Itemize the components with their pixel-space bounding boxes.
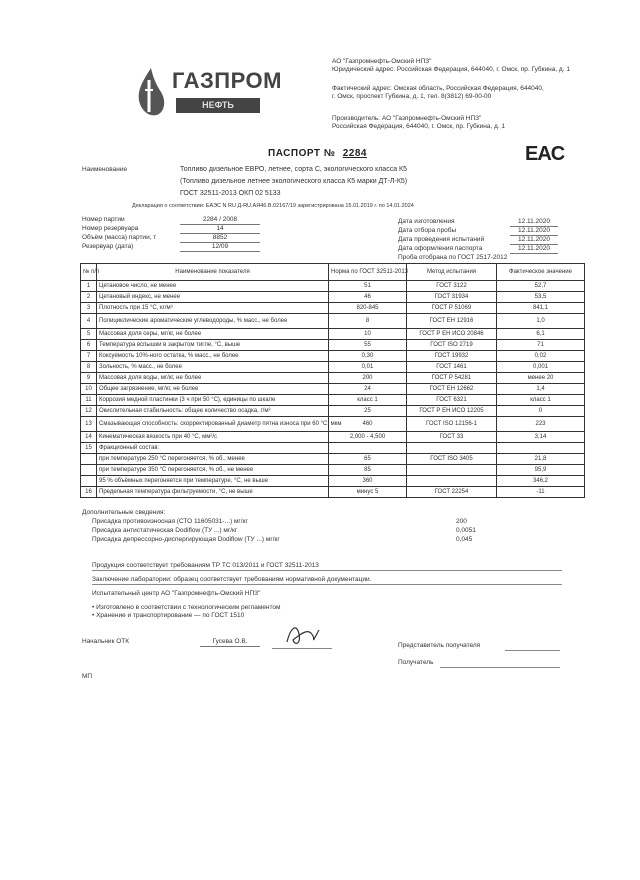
table-cell: 1,0 bbox=[497, 314, 585, 329]
table-cell: ГОСТ ISO 3405 bbox=[407, 454, 497, 465]
table-cell: 15 bbox=[81, 443, 97, 454]
table-cell: менее 20 bbox=[497, 373, 585, 384]
meta-right-label-3: Дата проведения испытаний bbox=[398, 236, 485, 243]
additional-label-1: Присадка противоизносная (СТО 11605031-...) мг/кг bbox=[92, 518, 248, 525]
table-cell bbox=[407, 443, 497, 454]
stamp-mark: МП bbox=[82, 673, 93, 680]
product-line-1: Топливо дизельное ЕВРО, летнее, сорта С, экологического класса К5 bbox=[180, 166, 408, 173]
table-header-cell: № п/п bbox=[81, 264, 97, 281]
table-cell: Массовая доля серы, мг/кг, не более bbox=[97, 329, 329, 340]
table-body bbox=[81, 281, 585, 498]
company-line-2: Юридический адрес: Российская Федерация, 644040, г. Омск, пр. Губкина, д. 1 bbox=[332, 66, 570, 73]
table-cell: 4 bbox=[81, 314, 97, 329]
meta-right-value-1: 12.11.2020 bbox=[510, 218, 558, 227]
table-row bbox=[81, 476, 585, 487]
qc-head-label: Начальник ОТК bbox=[82, 638, 130, 645]
table-cell: 14 bbox=[81, 432, 97, 443]
table-cell: при температуре 250 °С перегоняется, % об., менее bbox=[97, 454, 329, 465]
table-cell: Цетановое число, не менее bbox=[97, 281, 329, 292]
table-row bbox=[81, 340, 585, 351]
table-cell: Температура вспышки в закрытом тигле, °С, выше bbox=[97, 340, 329, 351]
table-header-row bbox=[81, 264, 585, 281]
product-label: Наименование bbox=[82, 166, 128, 173]
table-cell: 0,30 bbox=[329, 351, 407, 362]
table-cell: 25 bbox=[329, 406, 407, 417]
footer-line-1: Продукция соответствует требованиям ТР ТС 013/2011 и ГОСТ 32511-2013 bbox=[92, 562, 319, 569]
table-cell: 223 bbox=[497, 417, 585, 432]
table-header-cell: Метод испытания bbox=[407, 264, 497, 281]
table-cell: класс 1 bbox=[497, 395, 585, 406]
signature-line bbox=[272, 648, 332, 649]
divider bbox=[92, 570, 562, 571]
footer-line-2: Заключение лаборатории: образец соответствует требованиям нормативной документации. bbox=[92, 576, 372, 583]
table-header-cell: Норма по ГОСТ 32511-2013 bbox=[329, 264, 407, 281]
table-cell: -11 bbox=[497, 487, 585, 498]
table-cell: 51 bbox=[329, 281, 407, 292]
table-cell: 0,01 bbox=[329, 362, 407, 373]
table-row bbox=[81, 406, 585, 417]
recipient-label: Получатель bbox=[398, 659, 434, 666]
table-cell: ГОСТ 22254 bbox=[407, 487, 497, 498]
table-cell: ГОСТ ISO 2719 bbox=[407, 340, 497, 351]
additional-heading: Дополнительные сведения: bbox=[82, 509, 166, 516]
meta-left-label-2: Номер резервуара bbox=[82, 225, 139, 232]
meta-right-value-4: 12.11.2020 bbox=[510, 245, 558, 254]
meta-right-label-1: Дата изготовления bbox=[398, 218, 455, 225]
table-row bbox=[81, 395, 585, 406]
divider bbox=[92, 584, 562, 585]
table-row bbox=[81, 314, 585, 329]
table-cell: 6,1 bbox=[497, 329, 585, 340]
table-cell bbox=[407, 465, 497, 476]
table-row bbox=[81, 281, 585, 292]
table-cell: 24 bbox=[329, 384, 407, 395]
table-cell: 11 bbox=[81, 395, 97, 406]
table-row bbox=[81, 362, 585, 373]
table-cell: 16 bbox=[81, 487, 97, 498]
additional-value-1: 200 bbox=[456, 518, 467, 525]
table-header-cell: Наименование показателя bbox=[97, 264, 329, 281]
table-cell: 8 bbox=[81, 362, 97, 373]
footer-line-3: Испытательный центр АО "Газпромнефть-Омский НПЗ" bbox=[92, 590, 261, 597]
table-cell: 200 bbox=[329, 373, 407, 384]
table-cell: 53,5 bbox=[497, 292, 585, 303]
meta-right-label-2: Дата отбора пробы bbox=[398, 227, 457, 234]
logo-text: ГАЗПРОМ bbox=[172, 68, 282, 93]
qc-head-name: Гусева О.В. bbox=[200, 638, 260, 647]
table-cell: 7 bbox=[81, 351, 97, 362]
logo-subtext: НЕФТЬ bbox=[176, 98, 260, 113]
additional-label-3: Присадка депрессорно-диспергирующая Dodiflow (ТУ ...) мг/кг bbox=[92, 536, 280, 543]
table-cell: 0,001 bbox=[497, 362, 585, 373]
table-row bbox=[81, 373, 585, 384]
company-line-3: Фактический адрес: Омская область, Российская Федерация, 644040, bbox=[332, 85, 544, 92]
table-cell: Окислительная стабильность: общее количество осадка, г/м³ bbox=[97, 406, 329, 417]
footer-line-5: • Хранение и транспортирование — по ГОСТ 1510 bbox=[92, 612, 245, 619]
table-cell: 1 bbox=[81, 281, 97, 292]
table-cell: 1,4 bbox=[497, 384, 585, 395]
table-cell: класс 1 bbox=[329, 395, 407, 406]
table-cell bbox=[329, 443, 407, 454]
additional-value-3: 0,045 bbox=[456, 536, 473, 543]
eac-mark: EAC bbox=[525, 143, 565, 165]
table-row bbox=[81, 292, 585, 303]
table-cell: 95,9 bbox=[497, 465, 585, 476]
table-cell: 2 bbox=[81, 292, 97, 303]
flame-icon bbox=[132, 66, 170, 120]
table-cell: 10 bbox=[329, 329, 407, 340]
meta-right-value-3: 12.11.2020 bbox=[510, 236, 558, 245]
table-cell: 5 bbox=[81, 329, 97, 340]
table-row bbox=[81, 329, 585, 340]
recipient-rep-label: Представитель получателя bbox=[398, 642, 481, 649]
meta-left-label-1: Номер партии bbox=[82, 216, 125, 223]
table-cell: 346,2 bbox=[497, 476, 585, 487]
table-cell: ГОСТ 33 bbox=[407, 432, 497, 443]
table-cell: 820-845 bbox=[329, 303, 407, 314]
table-cell: ГОСТ 1461 bbox=[407, 362, 497, 373]
table-cell: 9 bbox=[81, 373, 97, 384]
table-cell: ГОСТ 31934 bbox=[407, 292, 497, 303]
table-cell: ГОСТ ISO 12156-1 bbox=[407, 417, 497, 432]
table-cell bbox=[81, 476, 97, 487]
additional-label-2: Присадка антистатическая Dodiflow (ТУ ...) мг/кг bbox=[92, 527, 238, 534]
table-cell: Смазывающая способность: скорректированный диаметр пятна износа при 60 °С, мкм bbox=[97, 417, 329, 432]
table-cell: Фракционный состав: bbox=[97, 443, 329, 454]
declaration: Декларация о соответствии: ЕАЭС N RU Д-RU.АЯ46.В.02167/19 зарегистрирована 15.01.2019 г. по 14.01.2024 bbox=[132, 203, 414, 209]
company-line-5: Производитель: АО "Газпромнефть-Омский НПЗ" bbox=[332, 115, 482, 122]
table-cell: 85 bbox=[329, 465, 407, 476]
meta-right-label-5: Проба отобрана по ГОСТ 2517-2012 bbox=[398, 254, 508, 261]
table-cell: 2,000 - 4,500 bbox=[329, 432, 407, 443]
product-line-3: ГОСТ 32511-2013 ОКП 02 5133 bbox=[180, 190, 281, 197]
table-row bbox=[81, 443, 585, 454]
table-cell: ГОСТ ЕН 12662 bbox=[407, 384, 497, 395]
table-cell: Плотность при 15 °С, кг/м³ bbox=[97, 303, 329, 314]
table-cell: 6 bbox=[81, 340, 97, 351]
table-cell: 360 bbox=[329, 476, 407, 487]
table-row bbox=[81, 487, 585, 498]
table-cell: 0 bbox=[497, 406, 585, 417]
table-cell: ГОСТ Р ЕН ИСО 12205 bbox=[407, 406, 497, 417]
table-cell: ГОСТ ЕН 12916 bbox=[407, 314, 497, 329]
table-cell: Коррозия медной пластинки (3 ч при 50 °С), единицы по шкале bbox=[97, 395, 329, 406]
product-line-2: (Топливо дизельное летнее экологического класса К5 марки ДТ-Л-К5) bbox=[180, 178, 408, 185]
table-cell: 841,1 bbox=[497, 303, 585, 314]
table-cell: ГОСТ Р ЕН ИСО 20846 bbox=[407, 329, 497, 340]
table-cell: 55 bbox=[329, 340, 407, 351]
table-cell: Общее загрязнение, мг/кг, не более bbox=[97, 384, 329, 395]
meta-left-value-2: 14 bbox=[180, 225, 260, 234]
meta-right-label-4: Дата оформления паспорта bbox=[398, 245, 483, 252]
table-cell bbox=[81, 465, 97, 476]
table-cell: 95 % объёмных перегоняется при температуре, °С, не выше bbox=[97, 476, 329, 487]
meta-left-label-4: Резервуар (дата) bbox=[82, 243, 134, 250]
footer-line-4: • Изготовлено в соответствии с технологическим регламентом bbox=[92, 604, 281, 611]
table-cell: ГОСТ 19932 bbox=[407, 351, 497, 362]
passport-number: 2284 bbox=[342, 148, 367, 159]
table-row bbox=[81, 384, 585, 395]
table-cell bbox=[81, 454, 97, 465]
signature-icon bbox=[283, 622, 323, 648]
table-cell: ГОСТ 6321 bbox=[407, 395, 497, 406]
signature-line bbox=[440, 667, 560, 668]
table-cell: Предельная температура фильтруемости, °С, не выше bbox=[97, 487, 329, 498]
passport-title bbox=[268, 148, 367, 159]
table-cell bbox=[497, 443, 585, 454]
table-cell bbox=[407, 476, 497, 487]
table-row bbox=[81, 432, 585, 443]
table-cell: 0,02 bbox=[497, 351, 585, 362]
table-cell: 10 bbox=[81, 384, 97, 395]
table-cell: ГОСТ Р 54281 bbox=[407, 373, 497, 384]
table-cell: 8 bbox=[329, 314, 407, 329]
table-row bbox=[81, 351, 585, 362]
table-cell: 21,8 bbox=[497, 454, 585, 465]
signature-line bbox=[505, 650, 560, 651]
company-line-4: г. Омск, проспект Губкина, д. 1, тел. 8(3812) 69-00-00 bbox=[332, 93, 492, 100]
table-cell: 3 bbox=[81, 303, 97, 314]
company-line-1: АО "Газпромнефть-Омский НПЗ" bbox=[332, 58, 432, 65]
meta-left-label-3: Объём (масса) партии, т bbox=[82, 234, 157, 241]
additional-value-2: 0,0051 bbox=[456, 527, 476, 534]
table-cell: 3,14 bbox=[497, 432, 585, 443]
table-row bbox=[81, 465, 585, 476]
test-results-table bbox=[80, 263, 585, 498]
meta-left-value-4: 12/09 bbox=[180, 243, 260, 252]
passport-title-label: ПАСПОРТ № bbox=[268, 148, 336, 159]
meta-left-value-3: 8852 bbox=[180, 234, 260, 243]
table-cell: Цетановый индекс, не менее bbox=[97, 292, 329, 303]
table-cell: 71 bbox=[497, 340, 585, 351]
gazprom-logo bbox=[132, 60, 282, 130]
table-cell: 13 bbox=[81, 417, 97, 432]
table-cell: 12 bbox=[81, 406, 97, 417]
table-row bbox=[81, 454, 585, 465]
table-cell: Зольность, % масс., не более bbox=[97, 362, 329, 373]
table-cell: 460 bbox=[329, 417, 407, 432]
table-cell: Кинематическая вязкость при 40 °С, мм²/с bbox=[97, 432, 329, 443]
meta-right-value-2: 12.11.2020 bbox=[510, 227, 558, 236]
table-cell: минус 5 bbox=[329, 487, 407, 498]
table-cell: при температуре 350 °С перегоняется, % об., не менее bbox=[97, 465, 329, 476]
table-row bbox=[81, 417, 585, 432]
table-cell: Полициклические ароматические углеводороды, % масс., не более bbox=[97, 314, 329, 329]
table-cell: 46 bbox=[329, 292, 407, 303]
table-cell: Коксуемость 10%-ного остатка, % масс., не более bbox=[97, 351, 329, 362]
table-row bbox=[81, 303, 585, 314]
table-cell: 52,7 bbox=[497, 281, 585, 292]
table-cell: ГОСТ Р 51069 bbox=[407, 303, 497, 314]
table-header-cell: Фактическое значение bbox=[497, 264, 585, 281]
table-cell: Массовая доля воды, мг/кг, не более bbox=[97, 373, 329, 384]
company-line-6: Российская Федерация, 644040, г. Омск, пр. Губкина, д. 1 bbox=[332, 123, 506, 130]
meta-left-value-1: 2284 / 2008 bbox=[180, 216, 260, 225]
table-cell: ГОСТ 3122 bbox=[407, 281, 497, 292]
table-cell: 65 bbox=[329, 454, 407, 465]
